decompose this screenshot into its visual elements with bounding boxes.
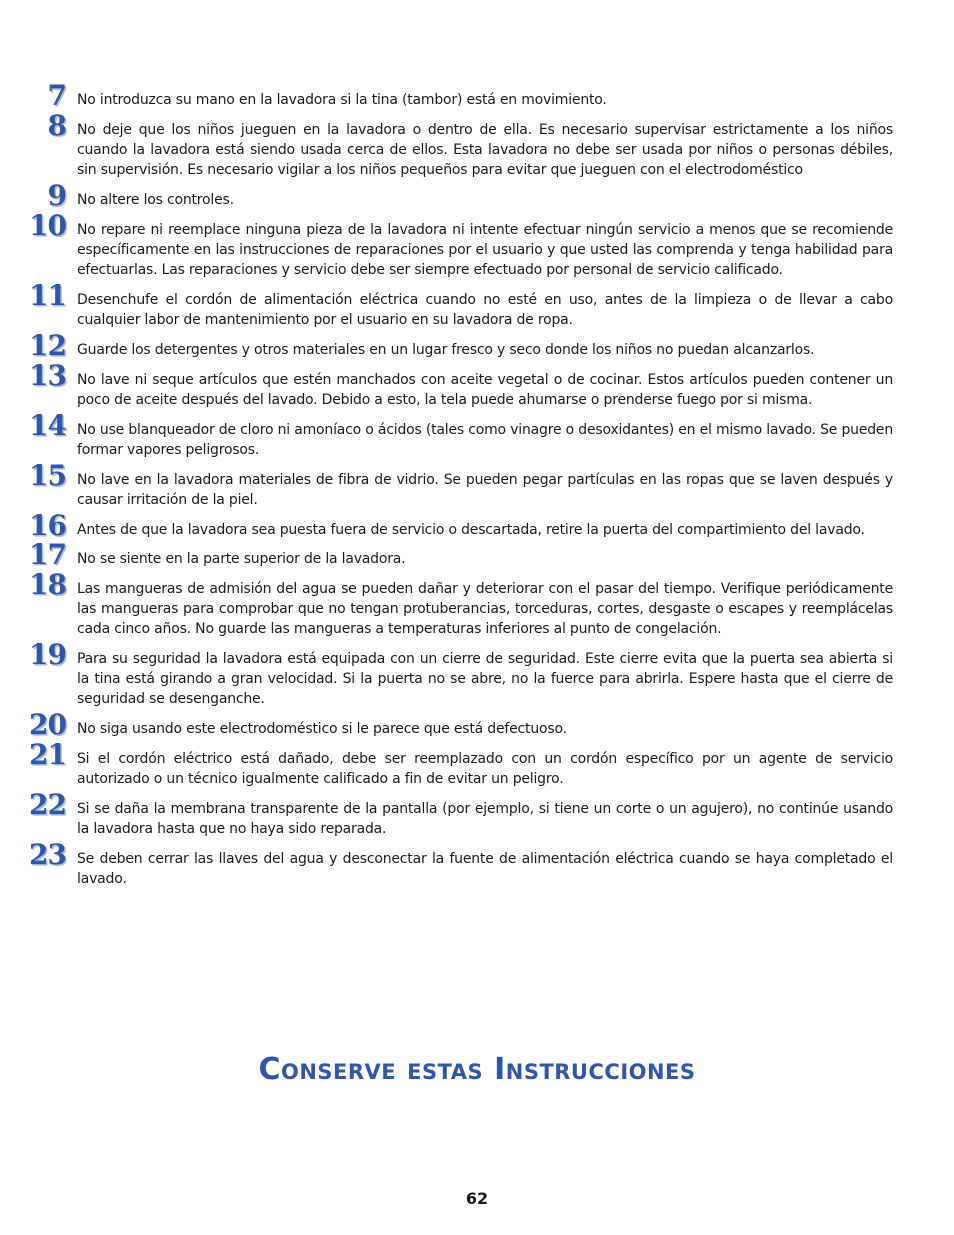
item-number: 16 [29, 509, 66, 542]
item-text: No lave ni seque artículos que estén manchados con aceite vegetal o de cocinar. Estos artículos pueden contener un poco de aceite después del lavado. Debido a esto, la tela puede ahumarse o prenderse fuego por si misma. [77, 372, 893, 408]
item-text: Se deben cerrar las llaves del agua y desconectar la fuente de alimentación eléctrica cuando se haya completado el lavado. [77, 851, 893, 887]
item-number: 10 [29, 209, 66, 242]
item-number: 21 [29, 738, 66, 771]
item-number: 9 [47, 179, 66, 212]
item-number: 7 [47, 79, 66, 112]
item-text: No lave en la lavadora materiales de fibra de vidrio. Se pueden pegar partículas en las ropas que se laven después y causar irritación de la piel. [77, 472, 893, 508]
item-text: No siga usando este electrodoméstico si le parece que está defectuoso. [77, 721, 567, 737]
item-text: Antes de que la lavadora sea puesta fuera de servicio o descartada, retire la puerta del compartimiento del lavado. [77, 522, 865, 538]
item-text: Para su seguridad la lavadora está equipada con un cierre de seguridad. Este cierre evita que la puerta sea abierta si la tina está girando a gran velocidad. Si la puerta no se abre, no la fuerce para abrirla. Espere hasta que el cierre de seguridad se desenganche. [77, 651, 893, 707]
item-text: Si se daña la membrana transparente de la pantalla (por ejemplo, si tiene un corte o un agujero), no continúe usando la lavadora hasta que no haya sido reparada. [77, 801, 893, 837]
item-text: Desenchufe el cordón de alimentación eléctrica cuando no esté en uso, antes de la limpieza o de llevar a cabo cualquier labor de mantenimiento por el usuario en su lavadora de ropa. [77, 292, 893, 328]
item-number: 23 [29, 838, 66, 871]
item-text: No deje que los niños jueguen en la lavadora o dentro de ella. Es necesario supervisar estrictamente a los niños cuando la lavadora está siendo usada cerca de ellos. Esta lavadora no debe ser usada por niños o personas débiles, sin supervisión. Es necesario vigilar a los niños pequeños para evitar que jueguen con el electrodoméstico [77, 122, 893, 178]
item-text: Si el cordón eléctrico está dañado, debe ser reemplazado con un cordón específico por un agente de servicio autorizado o un técnico igualmente calificado a fin de evitar un peligro. [77, 751, 893, 787]
item-text: No use blanqueador de cloro ni amoníaco o ácidos (tales como vinagre o desoxidantes) en el mismo lavado. Se pueden formar vapores peligrosos. [77, 422, 893, 458]
item-number: 11 [29, 279, 66, 312]
item-number: 13 [29, 359, 66, 392]
item-number: 14 [29, 409, 66, 442]
item-text: No introduzca su mano en la lavadora si la tina (tambor) está en movimiento. [77, 92, 607, 108]
item-number: 20 [29, 708, 66, 741]
item-number: 8 [47, 109, 66, 142]
item-number: 22 [29, 788, 66, 821]
item-text: No altere los controles. [77, 192, 234, 208]
item-number: 17 [29, 538, 66, 571]
item-number: 12 [29, 329, 66, 362]
item-text: Las mangueras de admisión del agua se pueden dañar y deteriorar con el pasar del tiempo. Verifique periódicamente las mangueras para comprobar que no tengan protuberancias, torceduras, cortes, desgaste o escapes y reemplácelas cada cinco años. No guarde las mangueras a temperaturas inferiores al punto de congelación. [77, 581, 893, 637]
item-text: No repare ni reemplace ninguna pieza de la lavadora ni intente efectuar ningún servicio a menos que se recomiende específicamente en las instrucciones de reparaciones por el usuario y que usted las comprenda y tenga habilidad para efectuarlas. Las reparaciones y servicio debe ser siempre efectuado por personal de servicio calificado. [77, 222, 893, 278]
footer-title: Conserve estas Instrucciones [258, 1052, 696, 1087]
page-number: 62 [465, 1189, 489, 1208]
item-text: No se siente en la parte superior de la lavadora. [77, 551, 406, 567]
item-number: 18 [29, 568, 66, 601]
item-number: 15 [29, 459, 66, 492]
item-text: Guarde los detergentes y otros materiales en un lugar fresco y seco donde los niños no puedan alcanzarlos. [77, 342, 815, 358]
item-number: 19 [29, 638, 66, 671]
